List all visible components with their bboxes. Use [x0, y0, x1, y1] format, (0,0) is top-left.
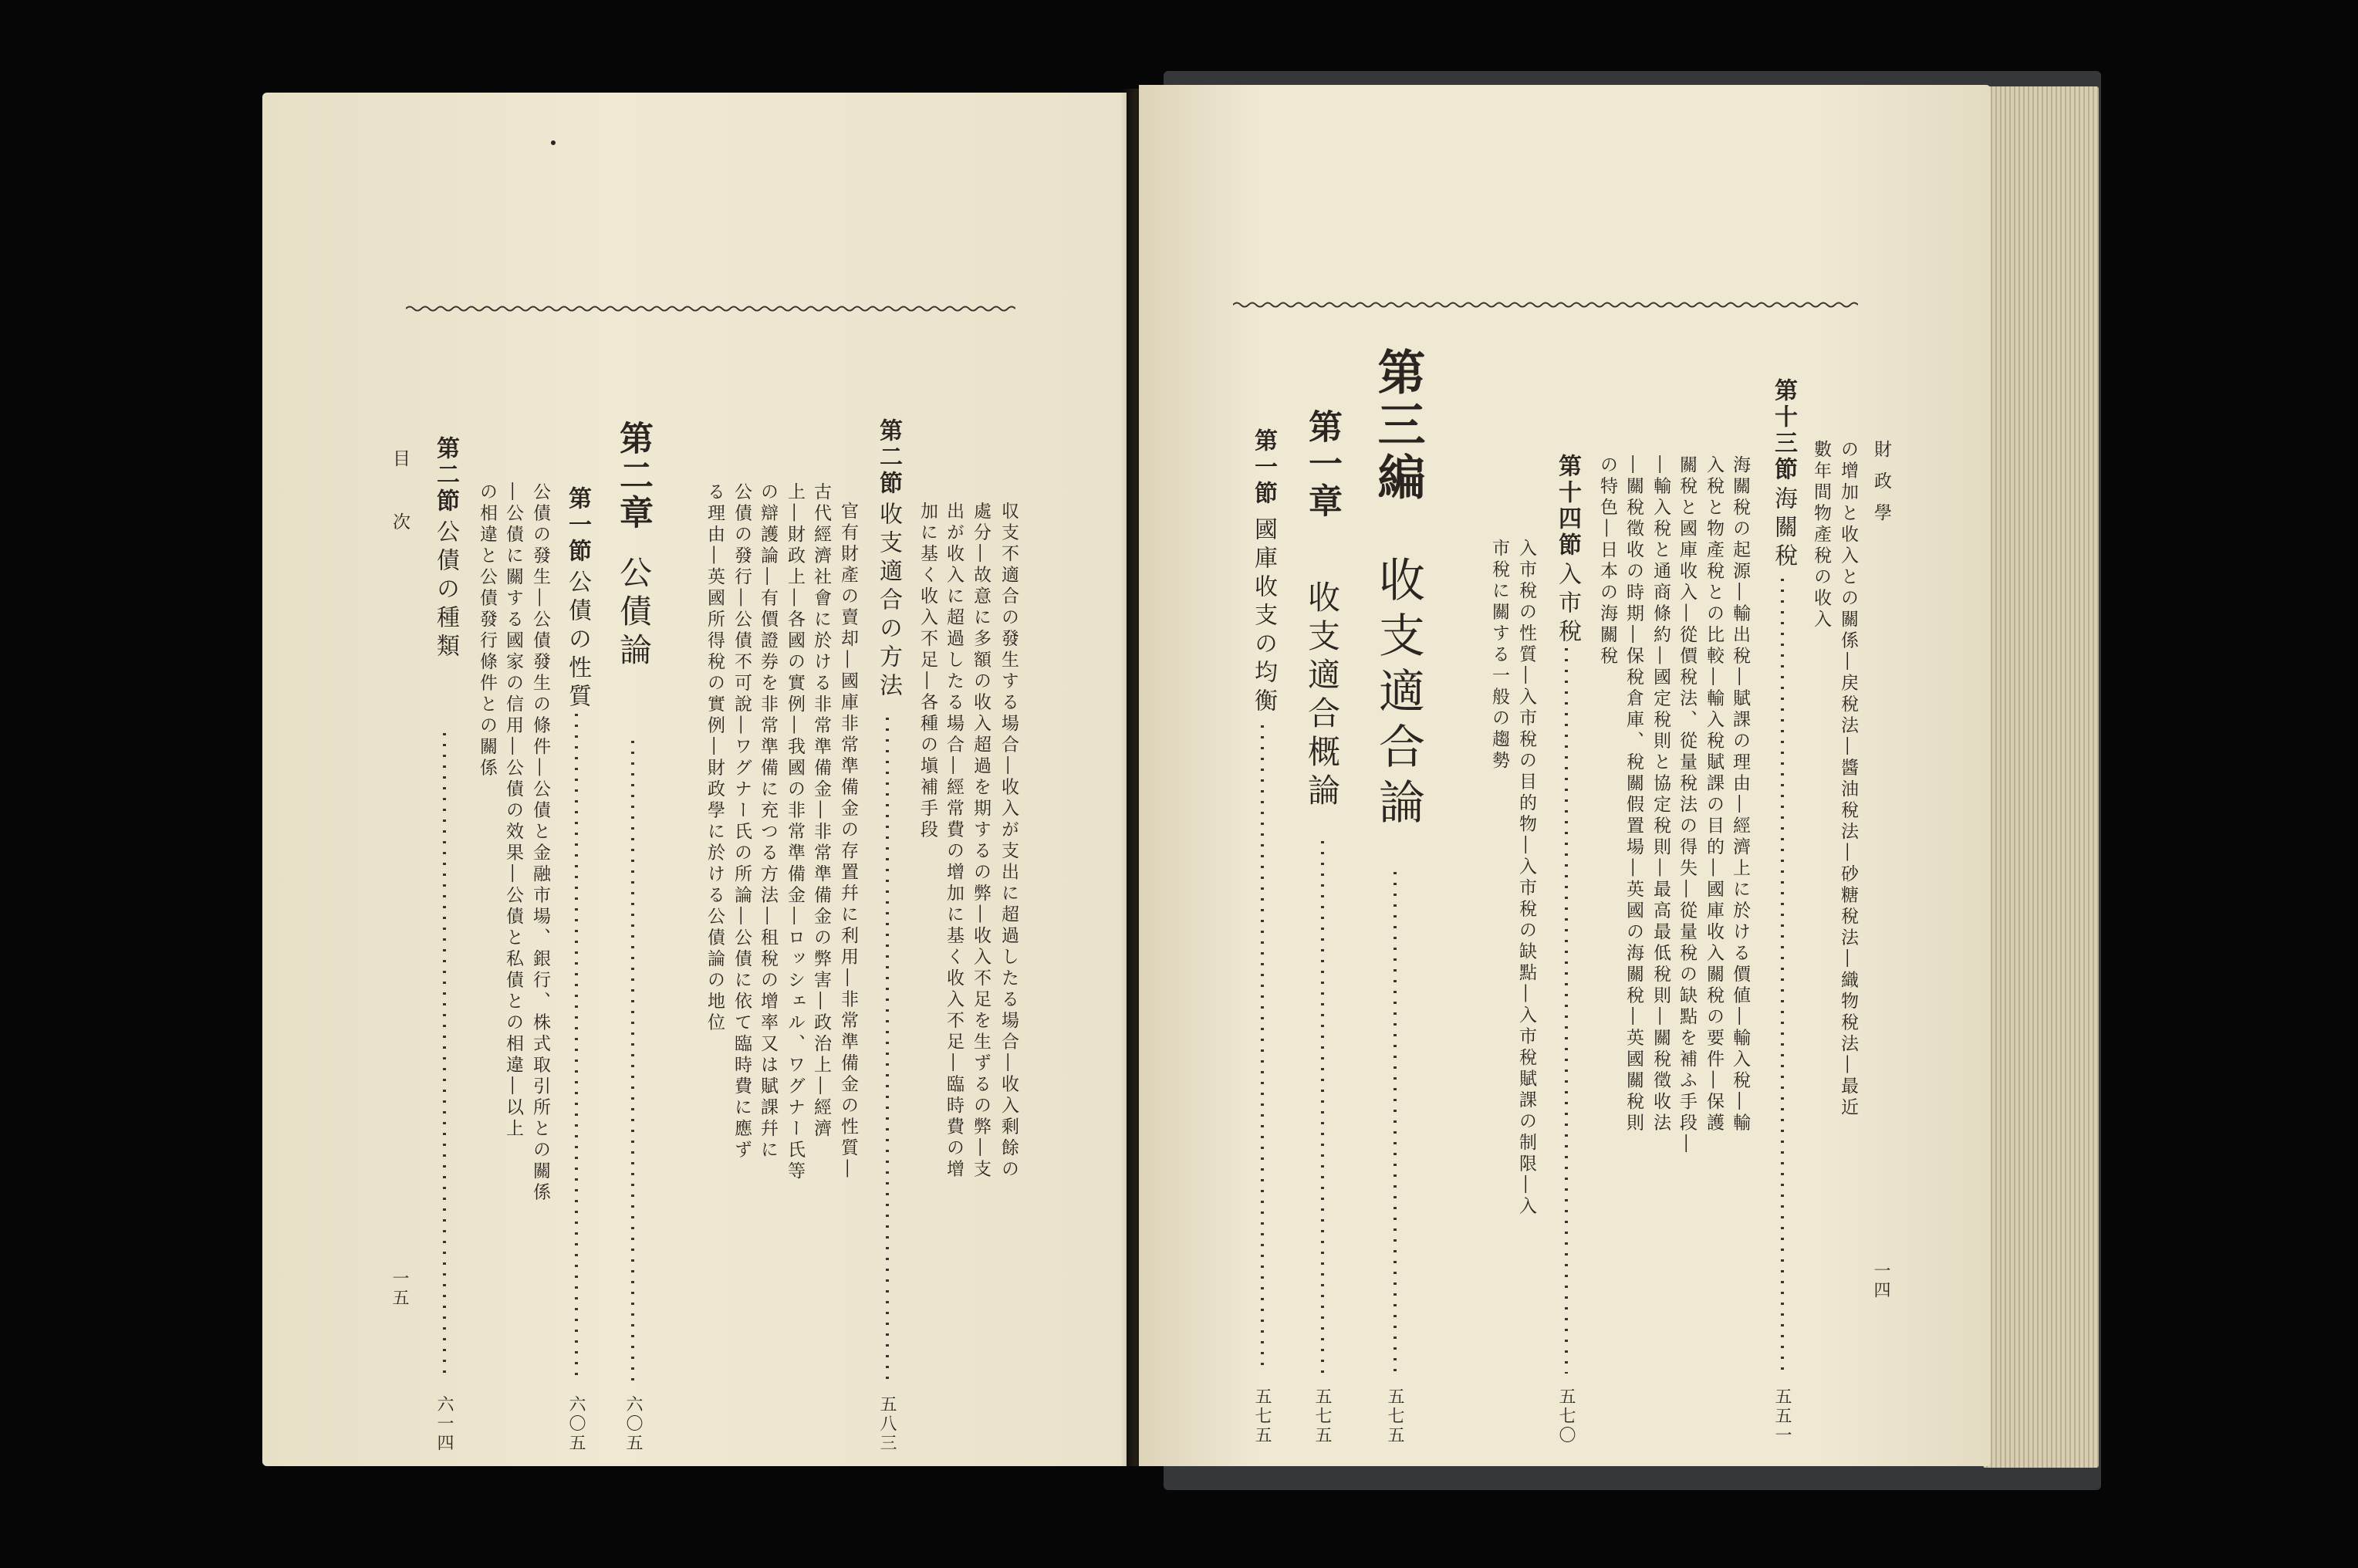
- section-title: 公債の性質: [564, 569, 591, 712]
- toc-text-line: 官有財產の賣却―國庫非常準備金の存置幷に利用―非常準備金の性質―: [838, 502, 858, 1181]
- page-number: 六〇五: [623, 1395, 643, 1453]
- running-head: 目 次: [390, 449, 410, 544]
- toc-text-line: 古代經濟社會に於ける非常準備金―非常準備金の弊害―政治上―經濟: [811, 482, 831, 1141]
- page-number: 六〇五: [566, 1395, 586, 1453]
- dot-leader: [886, 718, 889, 1381]
- page-number: 五八三: [877, 1395, 897, 1453]
- toc-text-line: 關稅と國庫收入―從價稅法、從量稅法の得失―從量稅の缺點を補ふ手段―: [1677, 455, 1697, 1156]
- section-title: 收支適合の方法: [875, 502, 902, 701]
- toc-text-line: る理由―英國所得稅の實例―財政學に於ける公債論の地位: [704, 482, 725, 1034]
- section-title: 公債の種類: [432, 519, 459, 662]
- toc-text-line: 公債の發生―公債發生の條件―公債と金融市場、銀行、株式取引所との關係: [530, 482, 550, 1204]
- toc-text-line: 加に基く收入不足―各種の塡補手段: [917, 502, 937, 841]
- wavy-rule: [1233, 301, 1858, 309]
- toc-text-line: の相違と公債發行條件との關係: [477, 482, 497, 779]
- page-number: 六一四: [434, 1395, 454, 1453]
- left-page: [262, 93, 1127, 1466]
- page-number: 五七五: [1385, 1387, 1404, 1445]
- section-label: 第一節: [1250, 428, 1277, 507]
- page-number: 五五一: [1772, 1387, 1792, 1445]
- dot-leader: [1565, 648, 1568, 1374]
- section-label: 第二節: [875, 418, 902, 497]
- section-title: 入市稅: [1554, 562, 1581, 647]
- page-edges: [1983, 86, 2099, 1468]
- toc-text-line: ―關稅徵收の時期―保稅倉庫、稅關假置場―英國の海關稅―英國關稅則: [1623, 455, 1644, 1134]
- ink-speck: [551, 140, 556, 145]
- dot-leader: [443, 733, 446, 1381]
- toc-text-line: の增加と收入との關係―戻稅法―醬油稅法―砂糖稅法―織物稅法―最近: [1838, 440, 1858, 1119]
- dot-leader: [1261, 725, 1264, 1374]
- toc-text-line: 入市稅の性質―入市稅の目的物―入市稅の缺點―入市稅賦課の制限―入: [1516, 539, 1536, 1218]
- dot-leader: [1781, 579, 1784, 1374]
- toc-text-line: 上―財政上―各國の實例―我國の非常準備金―ロッシェル、ワグナー氏等: [785, 482, 805, 1183]
- toc-text-line: 市稅に關する一般の趨勢: [1489, 539, 1509, 772]
- dot-leader: [631, 741, 634, 1389]
- chapter-title: 公債論: [615, 556, 653, 671]
- toc-text-line: 處分―故意に多額の收入超過を期するの弊―收入不足を生ずるの弊―支: [971, 502, 991, 1181]
- chapter-title: 收支適合概論: [1303, 580, 1341, 812]
- toc-text-line: 數年間物產稅の收入: [1811, 440, 1831, 631]
- section-title: 海關稅: [1770, 486, 1797, 572]
- toc-text-line: ―輸入稅と通商條約―國定稅則と協定稅則―最高最低稅則―關稅徵收法: [1650, 455, 1671, 1134]
- part-title: 收支適合論: [1371, 556, 1425, 833]
- chapter-label: 第二章: [613, 421, 653, 532]
- section-label: 第十三節: [1770, 378, 1797, 483]
- section-title: 國庫收支の均衡: [1250, 517, 1277, 717]
- running-head: 財政學: [1871, 440, 1891, 535]
- dot-leader: [575, 714, 578, 1377]
- part-label: 第三編: [1370, 347, 1426, 505]
- toc-text-line: の特色―日本の海關稅: [1597, 455, 1617, 667]
- dot-leader: [1321, 841, 1324, 1374]
- toc-text-line: 収支不適合の發生する場合―收入が支出に超過したる場合―收入剩餘の: [998, 502, 1019, 1181]
- toc-text-line: 入稅と物產稅との比較―輸入稅賦課の目的―國庫收入關稅の要件―保護: [1704, 455, 1724, 1134]
- toc-text-line: 出が收入に超過したる場合―經常費の增加に基く收入不足―臨時費の增: [944, 502, 964, 1181]
- section-label: 第一節: [564, 486, 591, 565]
- toc-text-line: 海關稅の起源―輸出稅―賦課の理由―經濟上に於ける價値―輸入稅―輸: [1730, 455, 1750, 1134]
- section-label: 第十四節: [1554, 454, 1581, 559]
- toc-text-line: ―公債に關する國家の信用―公債の效果―公債と私債との相違―以上: [503, 482, 523, 1141]
- toc-text-line: の辯護論―有價證券を非常準備に充つる方法―租稅の增率又は賦課幷に: [758, 482, 778, 1161]
- section-label: 第二節: [432, 436, 459, 515]
- page-number: 五七五: [1312, 1387, 1332, 1445]
- folio: 一四: [1871, 1262, 1890, 1300]
- folio: 一五: [390, 1269, 409, 1308]
- page-number: 五七五: [1252, 1387, 1272, 1445]
- toc-text-line: 公債の發行―公債不可說―ワグナー氏の所論―公債に依て臨時費に應ず: [731, 482, 752, 1161]
- wavy-rule: [406, 305, 1015, 313]
- dot-leader: [1394, 872, 1397, 1374]
- chapter-label: 第一章: [1302, 409, 1342, 520]
- page-number: 五七〇: [1556, 1387, 1576, 1445]
- right-page: [1139, 85, 1991, 1466]
